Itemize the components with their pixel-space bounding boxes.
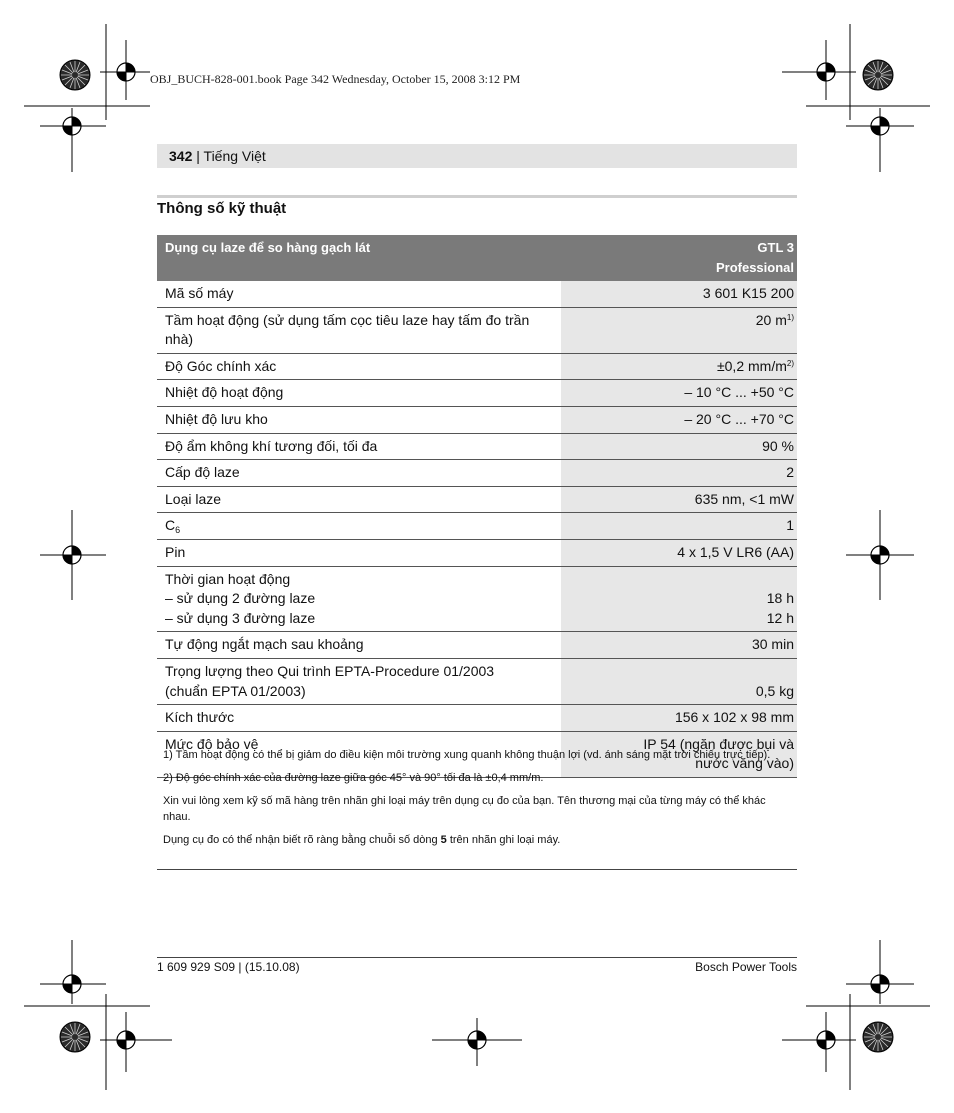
table-row xyxy=(157,433,797,460)
note4-text-after: trên nhãn ghi loại máy. xyxy=(446,834,561,846)
section-title: Thông số kỹ thuật xyxy=(157,200,287,217)
table-row xyxy=(157,539,797,566)
registration-rosette-icon xyxy=(60,60,90,90)
footnote-ref: 2) xyxy=(786,358,794,368)
row-label: Độ ẩm không khí tương đối, tối đa xyxy=(157,433,561,460)
registration-crosshair-icon xyxy=(63,975,81,993)
row-value: – 10 °C ... +50 °C xyxy=(561,380,797,407)
footer-brand: Bosch Power Tools xyxy=(695,960,797,974)
registration-rosette-icon xyxy=(863,1022,893,1052)
note4-text-before: Dụng cụ đo có thể nhận biết rõ ràng bằng chuỗi số dòng xyxy=(163,834,441,846)
operating-time-sub2-value: 12 h xyxy=(766,609,794,626)
row-label: Mã số máy xyxy=(157,281,561,307)
table-row xyxy=(157,705,797,732)
specs-header-model xyxy=(561,235,797,281)
row-value: 0,5 kg xyxy=(561,658,797,704)
row-label: Mức độ bảo vệ xyxy=(157,731,561,777)
page-number: 342 xyxy=(169,148,193,164)
note-model-number: Xin vui lòng xem kỹ số mã hàng trên nhãn ghi loại máy trên dụng cụ đo của bạn. Tên thương mại của từng máy có thể khác nhau. xyxy=(163,795,766,823)
weight-label-line2: (chuẩn EPTA 01/2003) xyxy=(165,682,306,699)
row-label xyxy=(157,566,561,632)
protection-value-line2: nước văng vào) xyxy=(695,755,794,772)
row-value xyxy=(561,353,797,380)
book-info-line: OBJ_BUCH-828-001.book Page 342 Wednesday, October 15, 2008 3:12 PM xyxy=(150,72,521,86)
row-value xyxy=(561,307,797,353)
row-label: Độ Góc chính xác xyxy=(157,353,561,380)
row-label-text: C xyxy=(165,517,176,534)
protection-value-line1: IP 54 (ngăn được bụi và xyxy=(643,735,794,752)
registration-crosshair-icon xyxy=(817,1031,835,1049)
row-value-text: 20 m xyxy=(755,311,787,328)
table-row-operating-time xyxy=(157,566,797,632)
weight-label-line1: Trọng lượng theo Qui trình EPTA-Procedure 01/2003 xyxy=(165,662,495,679)
row-label: Pin xyxy=(157,539,561,566)
operating-time-label: Thời gian hoạt động xyxy=(165,570,291,587)
note-identification xyxy=(163,832,791,848)
header-language: Tiếng Việt xyxy=(203,148,266,164)
table-row xyxy=(157,486,797,513)
table-row xyxy=(157,307,797,353)
row-label: Loại laze xyxy=(157,486,561,513)
row-value: 90 % xyxy=(561,433,797,460)
registration-crosshair-icon xyxy=(871,975,889,993)
row-value-text: ±0,2 mm/m xyxy=(716,357,787,374)
operating-time-sub1-value: 18 h xyxy=(766,590,794,607)
footer-doc-number: 1 609 929 S09 | (15.10.08) xyxy=(157,960,300,974)
registration-rosette-icon xyxy=(60,1022,90,1052)
row-value: 2 xyxy=(561,460,797,487)
registration-crosshair-icon xyxy=(871,546,889,564)
model-series: Professional xyxy=(715,260,794,275)
row-label xyxy=(157,658,561,704)
table-row xyxy=(157,281,797,307)
row-label: Nhiệt độ lưu kho xyxy=(157,406,561,433)
registration-crosshair-icon xyxy=(817,63,835,81)
footnote-2: 2) Độ góc chính xác của đường laze giữa góc 45° và 90° tối đa là ±0,4 mm/m. xyxy=(163,772,544,784)
model-name: GTL 3 xyxy=(757,240,794,255)
row-value xyxy=(561,566,797,632)
table-row xyxy=(157,353,797,380)
footnote-ref: 1) xyxy=(786,312,794,322)
footnote-1: 1) Tầm hoạt động có thể bị giảm do điều kiện môi trường xung quanh không thuận lợi (vd. ánh sáng mặt trời chiếu trực tiếp). xyxy=(163,749,771,761)
table-row-weight xyxy=(157,658,797,704)
row-value: – 20 °C ... +70 °C xyxy=(561,406,797,433)
section-rule xyxy=(157,195,797,198)
registration-rosette-icon xyxy=(863,60,893,90)
specs-table xyxy=(157,235,797,778)
row-label: Kích thước xyxy=(157,705,561,732)
row-label: Cấp độ laze xyxy=(157,460,561,487)
registration-crosshair-icon xyxy=(63,546,81,564)
row-label: Tự động ngắt mạch sau khoảng xyxy=(157,632,561,659)
header-separator: | xyxy=(192,148,204,164)
row-value: 30 min xyxy=(561,632,797,659)
row-value: 3 601 K15 200 xyxy=(561,281,797,307)
registration-crosshair-icon xyxy=(871,117,889,135)
registration-crosshair-icon xyxy=(117,63,135,81)
table-row xyxy=(157,380,797,407)
operating-time-sub1-label: – sử dụng 2 đường laze xyxy=(165,590,316,607)
notes-rule xyxy=(157,869,797,870)
registration-crosshair-icon xyxy=(468,1031,486,1049)
row-label: Tầm hoạt động (sử dụng tấm cọc tiêu laze hay tấm đo trần nhà) xyxy=(157,307,561,353)
subscript: 6 xyxy=(175,525,181,536)
registration-crosshair-icon xyxy=(63,117,81,135)
row-value: 1 xyxy=(561,513,797,540)
footnotes xyxy=(163,747,791,855)
operating-time-sub2-label: – sử dụng 3 đường laze xyxy=(165,609,316,626)
note4-bold: 5 xyxy=(440,834,447,846)
row-value: 4 x 1,5 V LR6 (AA) xyxy=(561,539,797,566)
row-label xyxy=(157,513,561,540)
registration-crosshair-icon xyxy=(117,1031,135,1049)
page-header xyxy=(157,144,797,168)
specs-table-header xyxy=(157,235,797,281)
row-label: Nhiệt độ hoạt động xyxy=(157,380,561,407)
row-value: 635 nm, <1 mW xyxy=(561,486,797,513)
table-row xyxy=(157,460,797,487)
footer-rule xyxy=(157,957,797,958)
specs-header-label: Dụng cụ laze để so hàng gạch lát xyxy=(157,235,561,281)
row-value: 156 x 102 x 98 mm xyxy=(561,705,797,732)
table-row xyxy=(157,632,797,659)
table-row xyxy=(157,406,797,433)
table-row xyxy=(157,513,797,540)
